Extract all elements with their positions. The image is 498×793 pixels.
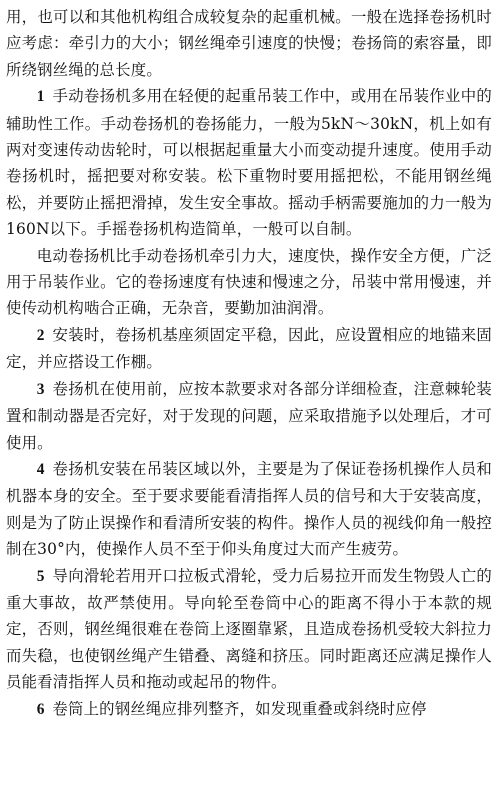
item-number: 6 — [36, 700, 45, 718]
paragraph-text: 卷扬机安装在吊装区域以外，主要是为了保证卷扬机操作人员和机器本身的安全。至于要求要能看清指挥人员的信号和大于安装高度，则是为了防止误操作和看清所安装的构件。操作人员的视线仰角一般控制在30°内，使操作人员不至于仰头角度过大而产生疲劳。 — [6, 459, 492, 559]
item-number: 4 — [36, 460, 45, 478]
paragraph-item-3 — [6, 376, 492, 456]
paragraph-intro — [6, 4, 492, 83]
paragraph-text: 导向滑轮若用开口拉板式滑轮，受力后易拉开而发生物毁人亡的重大事故，故严禁使用。导向轮至卷筒中心的距离不得小于本款的规定，否则，钢丝绳很难在卷筒上逐圈靠紧，且造成卷扬机受较大斜拉力而失稳，也使钢丝绳产生错叠、离缝和挤压。同时距离还应满足操作人员能看清指挥人员和拖动或起吊的物件。 — [6, 566, 492, 692]
paragraph-text: 电动卷扬机比手动卷扬机牵引力大，速度快，操作安全方便，广泛用于吊装作业。它的卷扬速度有快速和慢速之分，吊装中常用慢速，并使传动机构啮合正确，无杂音，要勤加油润滑。 — [6, 246, 492, 318]
paragraph-item-1 — [6, 83, 492, 242]
item-number: 5 — [36, 567, 45, 585]
paragraph-text: 卷筒上的钢丝绳应排列整齐，如发现重叠或斜绕时应停 — [52, 699, 427, 718]
item-number: 1 — [36, 88, 45, 106]
paragraph-text: 安装时，卷扬机基座须固定平稳，因此，应设置相应的地锚来固定，并应搭设工作棚。 — [6, 325, 492, 372]
paragraph-item-2 — [6, 322, 492, 376]
paragraph-text: 用，也可以和其他机构组合成较复杂的起重机械。一般在选择卷扬机时应考虑：牵引力的大小；钢丝绳牵引速度的快慢；卷扬筒的索容量，即所绕钢丝绳的总长度。 — [6, 8, 492, 79]
paragraph-item-4 — [6, 456, 492, 563]
paragraph-item-6 — [6, 696, 492, 723]
item-number: 2 — [36, 326, 45, 344]
paragraph-electric-winch — [6, 243, 492, 322]
paragraph-item-5 — [6, 563, 492, 696]
item-number: 3 — [36, 380, 45, 398]
paragraph-text: 手动卷扬机多用在轻便的起重吊装工作中，或用在吊装作业中的辅助性工作。手动卷扬机的卷扬能力，一般为5kN～30kN，机上如有两对变速传动齿轮时，可以根据起重量大小而变动提升速度。使用手动卷扬机时，摇把要对称安装。松下重物时要用摇把松，不能用钢丝绳松，并要防止摇把滑掉，发生安全事故。摇动手柄需要施加的力一般为160N以下。手摇卷扬机构造简单，一般可以自制。 — [6, 87, 492, 239]
paragraph-text: 卷扬机在使用前，应按本款要求对各部分详细检查，注意棘轮装置和制动器是否完好，对于发现的问题，应采取措施予以处理后，才可使用。 — [6, 379, 492, 452]
